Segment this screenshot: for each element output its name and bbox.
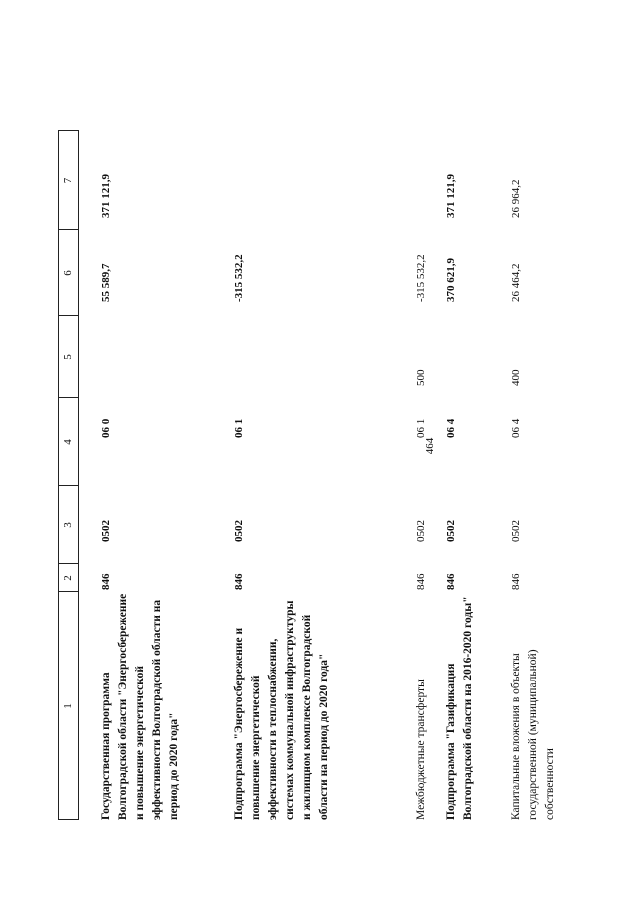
row-1-col6: 55 589,7 (100, 263, 112, 302)
row-1-col7: 371 121,9 (100, 174, 112, 218)
row-2-program: 06 1 (233, 418, 245, 438)
column-header-2: 2 (62, 575, 74, 581)
row-4-code: 846 (445, 573, 457, 590)
row-3-col6: -315 532,2 (415, 254, 427, 302)
column-header-7: 7 (62, 177, 74, 184)
budget-table (58, 130, 578, 820)
row-4-col6: 370 621,9 (445, 258, 457, 302)
header-bottom-border (78, 130, 79, 820)
row-2-name: Подпрограмма "Энергосбережение и повышение энергетической эффективности в теплоснабжении, системах коммунальной инфраструктуры и жилищном комплексе Волгоградской области на период до 2020 года" (233, 600, 330, 820)
column-header-4: 4 (62, 439, 74, 445)
row-5-col7: 26 964,2 (510, 179, 522, 218)
row-4-program: 06 4 (445, 418, 457, 438)
row-3-code: 846 (415, 573, 427, 590)
row-4-name: Подпрограмма "Газификация Волгоградской области на 2016-2020 годы" (445, 596, 474, 820)
page-number: 464 (424, 437, 436, 455)
row-1-name: Государственная программа Волгоградской области "Энергосбережение и повышение энергетической эффективности Волгоградской области на период до 2020 года" (100, 593, 180, 820)
column-header-5: 5 (62, 354, 74, 360)
column-header-6: 6 (62, 270, 74, 276)
row-1-program: 06 0 (100, 418, 112, 438)
row-3-section: 0502 (415, 520, 427, 542)
row-5-name: Капитальные вложения в объекты государственной (муниципальной) собственности (510, 649, 556, 820)
row-3-name: Межбюджетные трансферты (415, 679, 427, 820)
row-4-col7: 371 121,9 (445, 174, 457, 218)
row-5-section: 0502 (510, 520, 522, 542)
row-5-code: 846 (510, 573, 522, 590)
row-5-expense-type: 400 (510, 369, 522, 386)
row-4-section: 0502 (445, 520, 457, 542)
rotated-page (58, 130, 578, 820)
row-2-section: 0502 (233, 520, 245, 542)
row-2-code: 846 (233, 573, 245, 590)
row-1-code: 846 (100, 573, 112, 590)
row-5-col6: 26 464,2 (510, 263, 522, 302)
row-3-program: 06 1 (415, 418, 427, 438)
column-header-3: 3 (62, 522, 74, 528)
row-3-expense-type: 500 (415, 369, 427, 386)
row-2-col6: -315 532,2 (233, 254, 245, 302)
row-1-section: 0502 (100, 520, 112, 542)
column-header-1: 1 (62, 703, 74, 709)
row-5-program: 06 4 (510, 418, 522, 438)
